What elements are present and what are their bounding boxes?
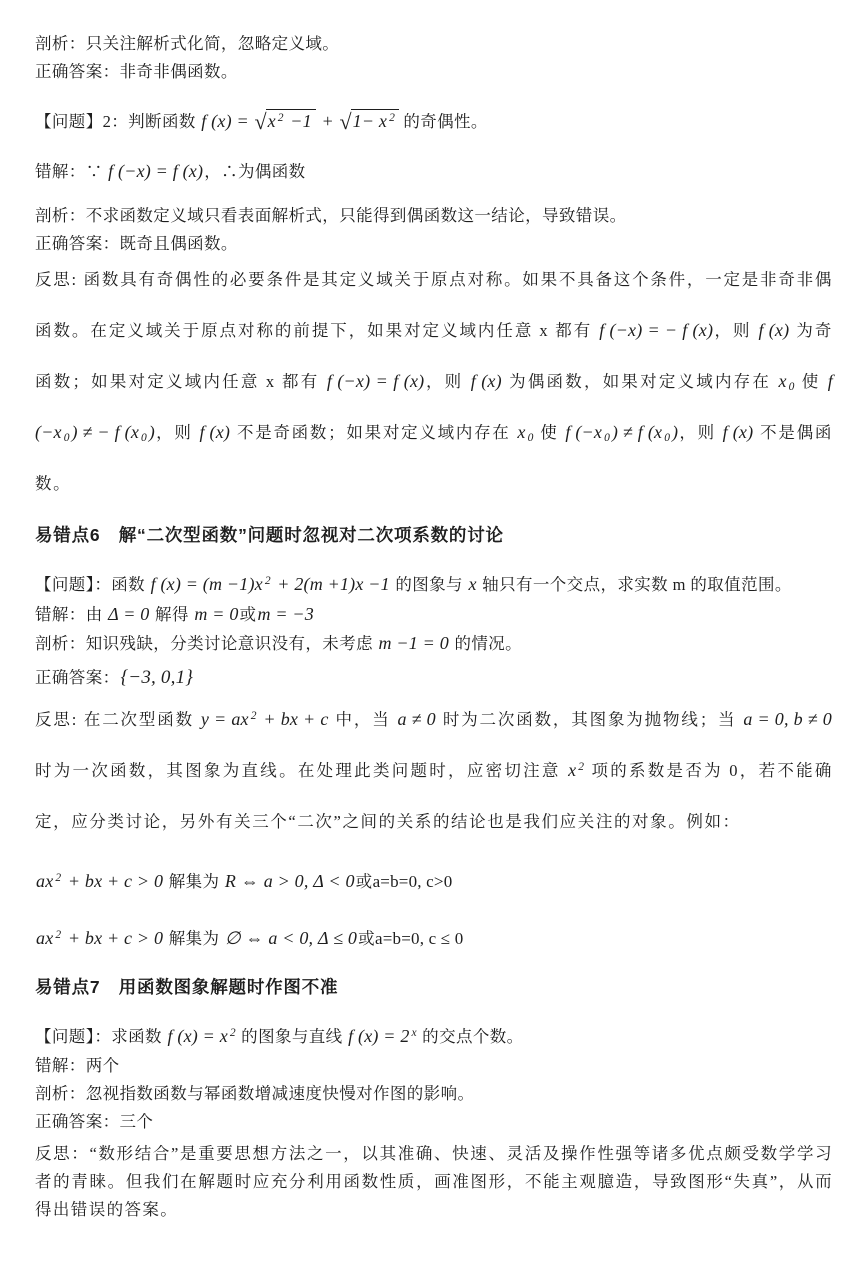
text-run: 易错点7 用函数图象解题时作图不准	[35, 977, 339, 997]
text-run: 的交点个数。	[417, 1027, 524, 1046]
sqrt-expression	[254, 109, 316, 134]
math-run: m −1 = 0	[378, 633, 449, 653]
text-run: 解得	[150, 605, 194, 624]
text-run: 的图象与直线	[236, 1027, 348, 1046]
text-run: 不是奇函数；如果对定义域内存在	[231, 423, 517, 442]
math-run: x	[568, 760, 577, 780]
math-run: f (−x) = f (x)	[326, 371, 425, 391]
subscript: 0	[63, 432, 70, 444]
correct-answer-problem1	[35, 58, 833, 86]
superscript: 2	[250, 710, 257, 722]
text-run: 或	[239, 605, 257, 624]
math-run: m = 0	[194, 604, 239, 624]
math-run: ax	[36, 928, 54, 948]
math-run: f (x) = 2	[348, 1026, 410, 1046]
text-run: 的奇偶性。	[398, 112, 488, 131]
math-run: + bx + c > 0	[63, 871, 164, 891]
sqrt-expression	[339, 109, 399, 134]
correct-answer-6	[35, 658, 833, 698]
text-run: 不是偶函数。	[35, 423, 833, 493]
text-run: 为偶函数，如果对定义域内存在	[502, 372, 778, 391]
text-run: 错解：两个	[35, 1056, 120, 1075]
text-run: 正确答案：	[35, 668, 120, 687]
math-run: ∅ ⇔ a < 0, Δ ≤ 0	[224, 928, 358, 948]
text-run: 错解：由	[35, 605, 108, 624]
text-run: 解集为	[164, 929, 224, 948]
superscript: 2	[389, 112, 395, 124]
math-run: Δ = 0	[108, 604, 150, 624]
math-run: f (x) = (m −1)x	[150, 574, 263, 594]
subscript: 0	[664, 432, 670, 444]
text-run: 反思: 在二次型函数	[35, 710, 200, 729]
math-run: f (x) = x	[167, 1026, 228, 1046]
text-run: 剖析：只关注解析式化简，忽略定义域。	[35, 34, 340, 53]
math-run: 1− x	[352, 111, 388, 131]
math-run: f (−x	[565, 422, 603, 442]
math-run: f (−x) = f (x)	[108, 161, 204, 181]
text-run: 项的系数是否为 0，若不能确定，应分类讨论，另外有关三个“二次”之间的关系的结论也是我们应关注的对象。例如：	[35, 761, 833, 831]
math-run: f (x)	[722, 422, 754, 442]
superscript: 2	[55, 872, 62, 884]
analysis-problem2	[35, 202, 833, 230]
math-run: + bx + c > 0	[63, 928, 164, 948]
math-run: )	[671, 422, 679, 442]
superscript: 2	[578, 761, 585, 773]
superscript: x	[411, 1027, 417, 1039]
math-run: + bx + c	[258, 709, 329, 729]
text-run: 剖析：不求函数定义域只看表面解析式，只能得到偶函数这一结论，导致错误。	[35, 206, 627, 225]
math-run: ) ≠ f (x	[611, 422, 663, 442]
text-run: 【问题】：求函数	[35, 1027, 167, 1046]
math-run: x	[468, 574, 477, 594]
superscript: 2	[264, 575, 271, 587]
text-run: 错解：∵	[35, 162, 108, 181]
text-run: 反思: 函数具有奇偶性的必要条件是其定义域关于原点对称。如果不具备这个条件，一定是非奇非偶函数。在定义域关于原点对称的前提下，如果对定义域内任意 x 都有	[35, 270, 833, 340]
text-run: 剖析：忽视指数函数与幂函数增减速度快慢对作图的影响。	[35, 1084, 475, 1103]
text-run: 【问题】：函数	[35, 575, 150, 594]
heading-mistake-7	[35, 973, 833, 1001]
text-run: 【问题】2：判断函数	[35, 112, 201, 131]
math-run: ) ≠ − f (x	[71, 422, 140, 442]
text-run: 易错点6 解“二次型函数”问题时忽视对二次项系数的讨论	[35, 525, 504, 545]
analysis-7	[35, 1080, 833, 1108]
wrong-solution-problem2	[35, 149, 833, 194]
superscript: 2	[55, 929, 62, 941]
problem-2-statement	[35, 98, 833, 145]
roman-run: a=b=0, c>0	[372, 872, 453, 891]
text-run: ，则	[714, 321, 758, 340]
text-run: 的情况。	[449, 634, 523, 653]
subscript: 0	[141, 432, 147, 444]
math-run: f (−x) = − f (x)	[599, 320, 714, 340]
radicand	[266, 109, 316, 133]
text-run: 或	[355, 872, 373, 891]
math-run: {−3, 0,1}	[120, 667, 194, 688]
text-run: 反思：“数形结合”是重要思想方法之一，以其准确、快速、灵活及操作性强等诸多优点颇受数学学习者的青睐。但我们在解题时应充分利用函数性质，画准图形，不能主观臆造，导致图形“失真”，从而得出错误的答案。	[35, 1144, 833, 1219]
text-run: 中，当	[329, 710, 397, 729]
math-run: f (−x	[35, 371, 833, 442]
text-run: 或	[358, 929, 375, 948]
math-run: + 2(m +1)x −1	[272, 574, 390, 594]
reflection-quadratic	[35, 694, 833, 847]
text-run: 正确答案：三个	[35, 1112, 154, 1131]
subscript: 0	[527, 432, 534, 444]
math-run: x	[267, 111, 276, 131]
math-run: f (x)	[470, 371, 502, 391]
text-run: 使	[795, 372, 827, 391]
text-run: ，则	[679, 423, 722, 442]
text-run: ，则	[425, 372, 470, 391]
radical-sign-icon: √	[339, 109, 351, 134]
math-run: ax	[36, 871, 54, 891]
text-run: 正确答案：非奇非偶函数。	[35, 62, 238, 81]
analysis-problem1	[35, 30, 833, 58]
superscript: 2	[277, 112, 284, 124]
text-run: 正确答案：既奇且偶函数。	[35, 234, 238, 253]
text-run: 轴只有一个交点，求实数 m 的取值范围。	[477, 575, 792, 594]
math-run: R ⇔ a > 0, Δ < 0	[224, 871, 355, 891]
roman-run: a=b=0, c ≤ 0	[374, 929, 464, 948]
formula-solution-set-R	[35, 859, 833, 904]
math-run: f (x)	[199, 422, 231, 442]
text-run: ，∴为偶函数	[204, 162, 306, 181]
text-run: ，则	[156, 423, 199, 442]
math-run: x	[778, 371, 787, 391]
math-run: a = 0, b ≠ 0	[743, 709, 833, 729]
correct-answer-7	[35, 1108, 833, 1136]
subscript: 0	[604, 432, 610, 444]
heading-mistake-6	[35, 521, 833, 549]
math-run: m = −3	[257, 604, 314, 624]
math-run: x	[517, 422, 526, 442]
math-run: )	[148, 422, 155, 442]
math-run: a ≠ 0	[397, 709, 436, 729]
math-run: f (x)	[758, 320, 790, 340]
text-run: 解集为	[164, 872, 224, 891]
text-run: 的图象与	[390, 575, 468, 594]
radical-sign-icon: √	[254, 109, 266, 134]
math-run: y = ax	[200, 709, 249, 729]
radicand	[351, 109, 399, 133]
math-run: +	[316, 111, 339, 131]
text-run: 使	[534, 423, 565, 442]
formula-solution-set-empty	[35, 916, 833, 961]
analysis-6	[35, 629, 833, 658]
subscript: 0	[788, 381, 795, 393]
text-run: 时为二次函数，其图象为抛物线；当	[436, 710, 743, 729]
superscript: 2	[229, 1027, 236, 1039]
math-run: −1	[285, 111, 312, 131]
text-run: 为奇函数；如果对定义域内任意 x 都有	[35, 321, 833, 391]
text-run: 剖析：知识残缺，分类讨论意识没有，未考虑	[35, 634, 378, 653]
reflection-graph	[35, 1140, 833, 1224]
text-run: 时为一次函数，其图象为直线。在处理此类问题时，应密切注意	[35, 761, 568, 780]
reflection-parity	[35, 254, 833, 509]
math-run: f (x) =	[201, 111, 254, 131]
